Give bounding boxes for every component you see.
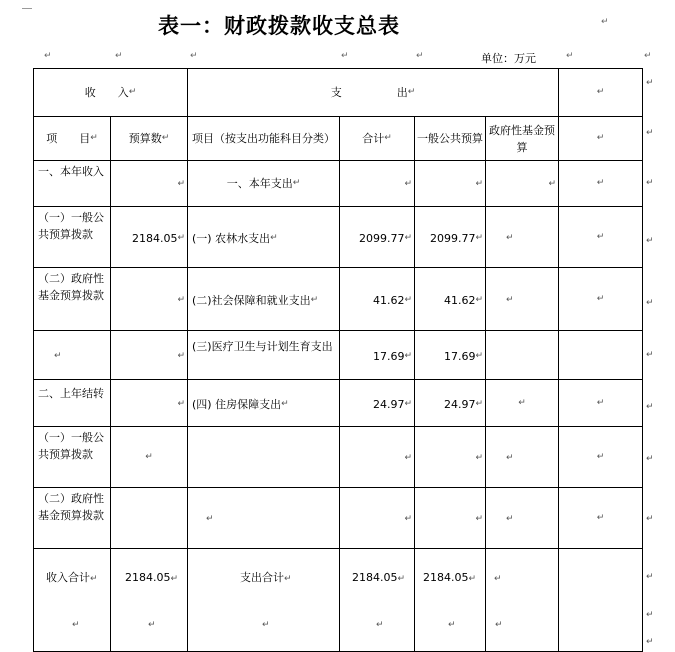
table-row-budget-total: 2184.05↵: [110, 548, 188, 652]
header-item-cell: 项 目 ↵: [33, 116, 111, 161]
table-row-income-total: 收入合计↵: [33, 548, 111, 652]
header-income-cell: 收 入 ↵: [33, 68, 188, 117]
table-row-income-item: 二、上年结转: [33, 379, 111, 427]
page-corner-marker: [22, 0, 32, 9]
paragraph-mark: ↵: [341, 51, 349, 61]
table-row-income-item: （一）一般公共预算拨款: [33, 206, 111, 268]
table-row-total-sum: 2184.05↵: [339, 548, 415, 652]
header-general-cell: [414, 116, 486, 161]
paragraph-mark: ↵: [646, 350, 654, 360]
table-row-extra: ↵: [558, 487, 643, 549]
table-row-total: 24.97 ↵: [339, 379, 415, 427]
paragraph-mark: ↵: [416, 51, 424, 61]
table-row-general: ↵: [414, 160, 486, 207]
table-row-extra: ↵: [558, 379, 643, 427]
header-item: 项 目: [46, 132, 91, 145]
paragraph-mark: ↵: [72, 620, 80, 630]
table-row-general: ↵: [414, 426, 486, 488]
table-row-total: ↵: [339, 426, 415, 488]
table-row-extra: [558, 548, 643, 652]
table-row-budget: [110, 487, 188, 549]
table-row-exp-item: [187, 426, 340, 488]
table-row-fund: ↵: [485, 487, 559, 549]
table-row-general-sum: 2184.05↵: [414, 548, 486, 652]
page-title: 表一：财政拨款收支总表: [158, 13, 400, 38]
table-row-exp-item: (一) 农林水支出 ↵: [187, 206, 340, 268]
paragraph-mark: ↵: [376, 620, 384, 630]
paragraph-mark: ↵: [646, 637, 654, 647]
table-row-general: 24.97 ↵: [414, 379, 486, 427]
paragraph-mark: ↵: [115, 51, 123, 61]
table-row-budget: ↵: [110, 160, 188, 207]
paragraph-mark: ↵: [646, 78, 654, 88]
paragraph-mark: ↵: [646, 402, 654, 412]
paragraph-mark: ↵: [646, 610, 654, 620]
paragraph-mark: ↵: [566, 51, 574, 61]
table-row-extra: ↵: [558, 426, 643, 488]
table-row-general: 2099.77 ↵: [414, 206, 486, 268]
header-fund-cell: [485, 116, 559, 161]
header-total-cell: 合计 ↵: [339, 116, 415, 161]
paragraph-mark: ↵: [644, 51, 652, 61]
paragraph-mark: ↵: [646, 178, 654, 188]
table-row-total: 41.62 ↵: [339, 267, 415, 331]
paragraph-mark: ↵: [262, 620, 270, 630]
paragraph-mark: ↵: [646, 298, 654, 308]
table-row-fund: ↵: [485, 267, 559, 331]
table-row-fund: [485, 330, 559, 380]
header-fund: 政府性基金预算: [489, 123, 555, 154]
table-row-fund-sum: ↵: [485, 548, 559, 652]
table-row-extra: ↵: [558, 206, 643, 268]
table-row-income-item: （二）政府性基金预算拨款: [33, 487, 111, 549]
table-row-total: 17.69 ↵: [339, 330, 415, 380]
header-expense: 支 出: [330, 86, 408, 99]
table-row-budget: ↵: [110, 330, 188, 380]
table-row-exp-item: 一、本年支出 ↵: [187, 160, 340, 207]
table-row-general: 41.62 ↵: [414, 267, 486, 331]
unit-label: 单位：万元: [481, 52, 536, 65]
paragraph-mark: ↵: [44, 51, 52, 61]
header-budget: 预算数: [128, 132, 162, 145]
table-row-exp-item: (二)社会保障和就业支出 ↵: [187, 267, 340, 331]
paragraph-mark: ↵: [646, 128, 654, 138]
table-row-total: ↵: [339, 160, 415, 207]
table-row-income-item: 一、本年收入: [33, 160, 111, 207]
header-expense-cell: 支 出 ↵: [187, 68, 559, 117]
table-row-exp-item: (四) 住房保障支出 ↵: [187, 379, 340, 427]
table-row-budget: ↵: [110, 426, 188, 488]
table-row-extra: ↵: [558, 267, 643, 331]
table-row-budget: 2184.05 ↵: [110, 206, 188, 268]
header-extra-cell: ↵: [558, 116, 643, 161]
paragraph-mark: ↵: [646, 572, 654, 582]
paragraph-mark: ↵: [601, 17, 609, 27]
table-row-fund: ↵: [485, 160, 559, 207]
table-row-income-item: （一）一般公共预算拨款: [33, 426, 111, 488]
table-row-exp-total: 支出合计↵: [187, 548, 340, 652]
header-extra-cell: ↵: [558, 68, 643, 117]
header-budget-cell: 预算数 ↵: [110, 116, 188, 161]
paragraph-mark: ↵: [190, 51, 198, 61]
table-row-fund: ↵: [485, 426, 559, 488]
table-row-exp-item: (三)医疗卫生与计划生育支出: [187, 330, 340, 380]
table-row-budget: ↵: [110, 379, 188, 427]
paragraph-mark: ↵: [646, 514, 654, 524]
table-row-general: ↵: [414, 487, 486, 549]
header-exp-item-cell: [187, 116, 340, 161]
header-exp-item: 项目（按支出功能科目分类）: [192, 132, 335, 145]
table-row-exp-item: ↵: [187, 487, 340, 549]
paragraph-mark: ↵: [148, 620, 156, 630]
header-income: 收 入: [84, 86, 129, 99]
table-row-income-item: ↵: [33, 330, 111, 380]
header-general: 一般公共预算: [417, 132, 483, 145]
paragraph-mark: ↵: [448, 620, 456, 630]
table-row-extra: [558, 330, 643, 380]
table-row-extra: ↵: [558, 160, 643, 207]
table-row-fund: ↵: [485, 206, 559, 268]
paragraph-mark: ↵: [646, 236, 654, 246]
paragraph-mark: ↵: [495, 620, 503, 630]
table-row-fund: ↵: [485, 379, 559, 427]
table-row-income-item: （二）政府性基金预算拨款: [33, 267, 111, 331]
table-row-budget: ↵: [110, 267, 188, 331]
table-row-total: 2099.77 ↵: [339, 206, 415, 268]
table-row-general: 17.69 ↵: [414, 330, 486, 380]
header-total: 合计: [362, 132, 385, 145]
paragraph-mark: ↵: [646, 454, 654, 464]
table-row-total: ↵: [339, 487, 415, 549]
